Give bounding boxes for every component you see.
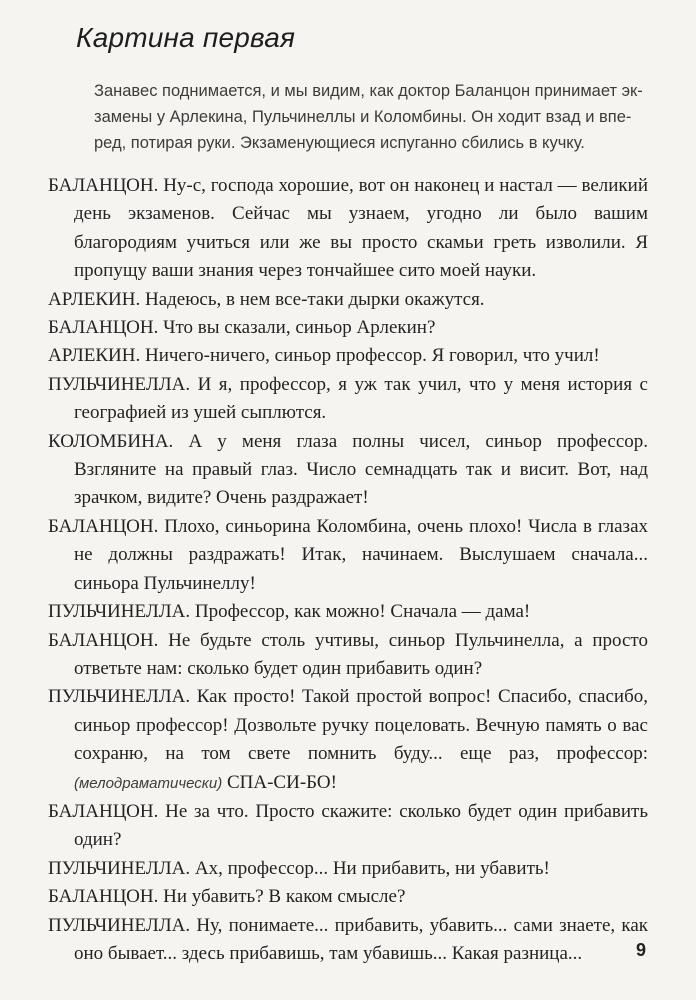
replica (48, 798, 648, 855)
replica-text: АРЛЕКИН. Ничего-ничего, синьор профессор. Я говорил, что учил! (48, 345, 600, 367)
replica (48, 286, 648, 314)
replica (48, 342, 648, 370)
replica (48, 912, 648, 969)
replica-text: БАЛАНЦОН. Ни убавить? В каком смысле? (48, 886, 406, 908)
replica (48, 598, 648, 626)
replica-text-after: СПА-СИ-БО! (226, 771, 337, 793)
replica (48, 371, 648, 428)
replica-text: ПУЛЬЧИНЕЛЛА. Ах, профессор... Ни прибавить, ни убавить! (48, 857, 550, 879)
intro-line: замены у Арлекина, Пульчинеллы и Коломбины. Он ходит взад и впе- (94, 108, 632, 126)
replica-text: БАЛАНЦОН. Что вы сказали, синьор Арлекин? (48, 317, 436, 339)
replica (48, 683, 648, 798)
replica (48, 172, 648, 286)
replica (48, 855, 648, 883)
intro-line: Занавес поднимается, и мы видим, как доктор Баланцон принимает эк- (94, 82, 643, 100)
replica (48, 513, 648, 598)
replica (48, 314, 648, 342)
replica-text: АРЛЕКИН. Надеюсь, в нем все-таки дырки окажутся. (48, 288, 485, 310)
replica-text: БАЛАНЦОН. Не за что. Просто скажите: сколько будет один прибавить один? (48, 800, 648, 851)
replica-text: БАЛАНЦОН. Ну-с, господа хорошие, вот он наконец и настал — великий день экзаменов. Сейчас мы узнаем, угодно ли было вашим благородиям учиться или же вы просто скамьи греть изволили. Я пропущу ваши знания через тончайшее сито моей науки. (48, 175, 648, 282)
intro-line: ред, потирая руки. Экзаменующиеся испуганно сбились в кучку. (94, 134, 585, 152)
replica-text: ПУЛЬЧИНЕЛЛА. Профессор, как можно! Сначала — дама! (48, 601, 531, 623)
replica-text: ПУЛЬЧИНЕЛЛА. Как просто! Такой простой вопрос! Спасибо, спасибо, синьор профессор! Дозвольте ручку поцеловать. Вечную память о вас сохраню, на том свете помнить буду... еще раз, профессор: (48, 686, 648, 765)
stage-direction-intro (94, 78, 654, 156)
stage-direction: (мелодраматически) (74, 774, 223, 792)
replica (48, 627, 648, 684)
dialogue-body (48, 172, 648, 968)
replica-text: БАЛАНЦОН. Плохо, синьорина Коломбина, очень плохо! Числа в глазах не должны раздражать! Итак, начинаем. Выслушаем сначала... синьора Пульчинеллу! (48, 515, 648, 594)
replica-text: БАЛАНЦОН. Не будьте столь учтивы, синьор Пульчинелла, а просто ответьте нам: сколько будет один прибавить один? (48, 629, 648, 679)
page-number: 9 (635, 940, 646, 960)
scene-title: Картина первая (76, 22, 296, 53)
replica (48, 883, 648, 911)
replica-text: ПУЛЬЧИНЕЛЛА. И я, профессор, я уж так учил, что у меня история с географией из ушей сыплются. (48, 373, 648, 424)
replica-text: ПУЛЬЧИНЕЛЛА. Ну, понимаете... прибавить, убавить... сами знаете, как оно бывает... здесь прибавишь, там убавишь... Какая разница... (48, 914, 648, 964)
replica-text: КОЛОМБИНА. А у меня глаза полны чисел, синьор профессор. Взгляните на правый глаз. Число семнадцать так и висит. Вот, над зрачком, видите? Очень раздражает! (48, 430, 648, 509)
replica (48, 428, 648, 513)
